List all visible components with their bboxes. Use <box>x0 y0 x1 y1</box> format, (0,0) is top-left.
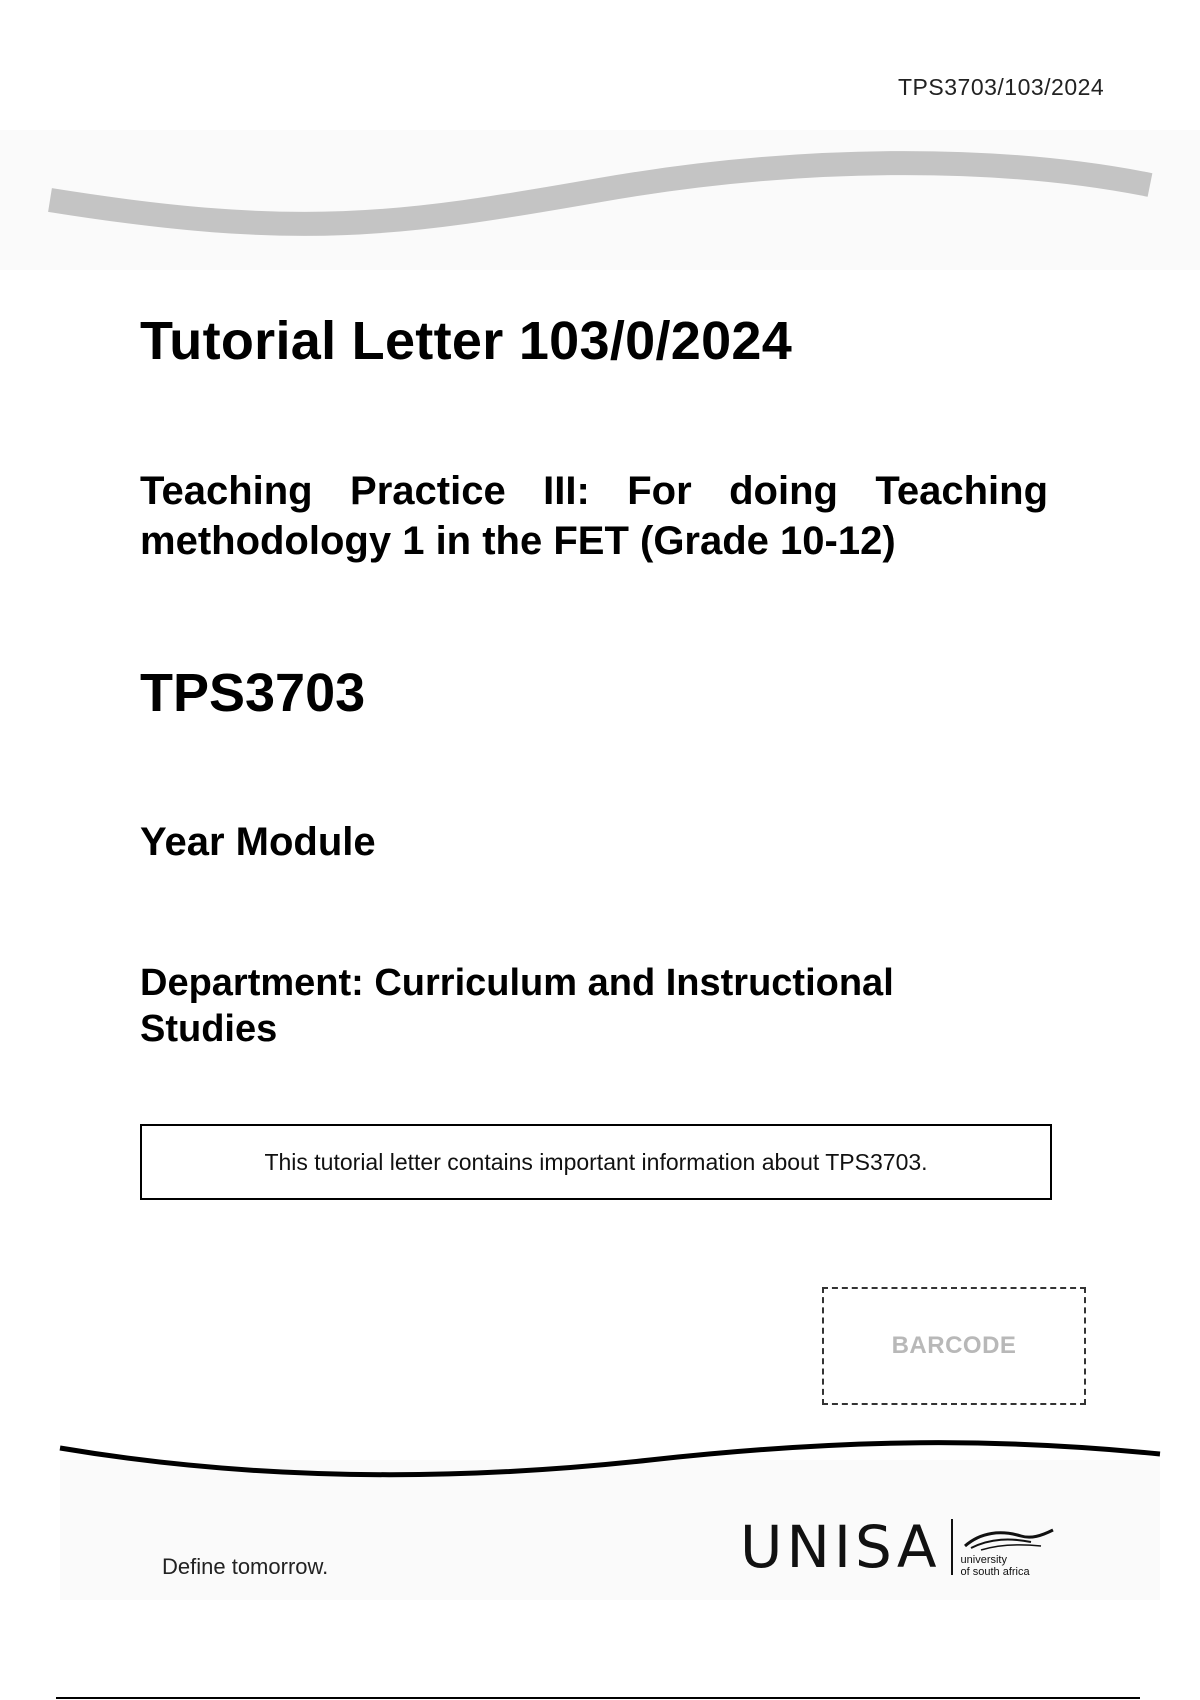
footer-tagline: Define tomorrow. <box>162 1554 329 1579</box>
bottom-rule <box>56 1697 1140 1699</box>
unisa-logo <box>740 1512 1057 1582</box>
logo-wordmark: UNISA <box>740 1513 941 1581</box>
barcode-label: BARCODE <box>891 1332 1017 1359</box>
logo-subtext-line1: university <box>960 1554 1007 1566</box>
department-name: Department: Curriculum and Instructional Studies <box>140 962 894 1050</box>
logo-emblem <box>961 1516 1057 1578</box>
notice-box <box>140 1124 1052 1200</box>
module-subtitle: Teaching Practice III: For doing Teaching methodology 1 in the FET (Grade 10-12) <box>140 469 1048 563</box>
logo-subtext-line2: of south africa <box>960 1566 1030 1578</box>
document-code-header: TPS3703/103/2024 <box>898 76 1105 96</box>
logo-divider <box>951 1519 953 1575</box>
top-decorative-wave <box>0 130 1200 270</box>
barcode-placeholder <box>822 1287 1086 1405</box>
notice-text: This tutorial letter contains important information about TPS3703. <box>264 1148 928 1175</box>
module-type: Year Module <box>140 820 376 864</box>
bird-icon <box>961 1524 1057 1554</box>
page-title: Tutorial Letter 103/0/2024 <box>140 311 793 371</box>
module-code: TPS3703 <box>140 663 366 723</box>
